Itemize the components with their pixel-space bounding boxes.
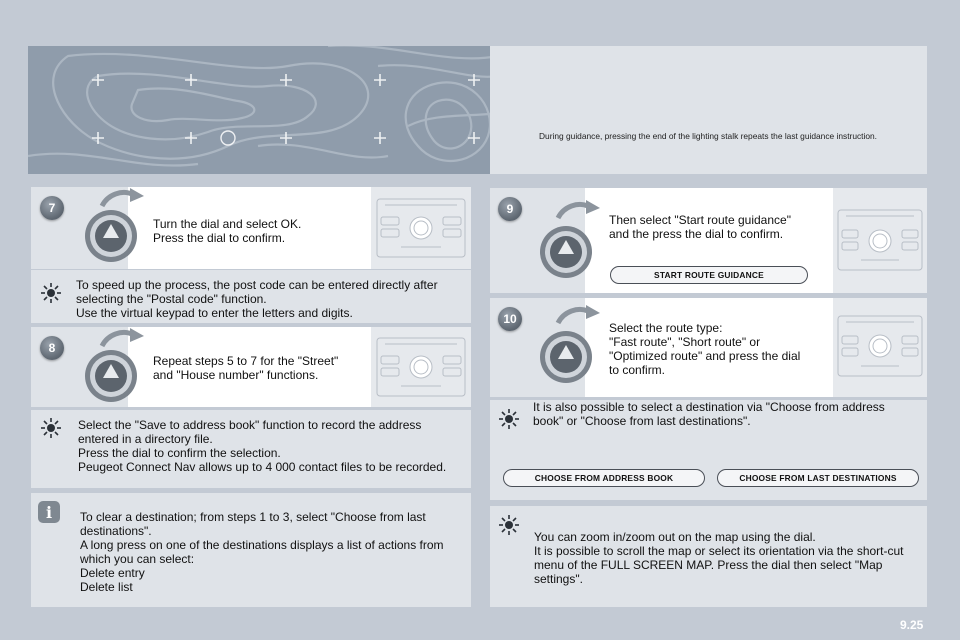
choose-from-last-destinations-button[interactable]: CHOOSE FROM LAST DESTINATIONS: [717, 469, 919, 487]
step-10-text: Select the route type: "Fast route", "Short route" or "Optimized route" and press the dial to confirm.: [609, 321, 801, 377]
control-panel-icon: [833, 298, 927, 397]
info-text: To clear a destination; from steps 1 to 3, select "Choose from last destinations". A long press on one of the destinations displays a list of actions from which you can select: Delete entry Delete list: [80, 510, 444, 594]
dial-icon: [538, 305, 604, 392]
step-9-text: Then select "Start route guidance" and the press the dial to confirm.: [609, 213, 791, 241]
step-10-badge: 10: [498, 307, 522, 331]
tip-zoom-text: You can zoom in/zoom out on the map using the dial. It is possible to scroll the map or select its orientation via the short-cut menu of the FULL SCREEN MAP. Press the dial then select "Map settings".: [534, 530, 904, 586]
step-9-badge: 9: [498, 197, 522, 221]
tip-sun-icon: [41, 418, 61, 443]
tip-sun-icon: [41, 283, 61, 308]
tip-address-book-text: Select the "Save to address book" function to record the address entered in a directory file. Press the dial to confirm the selection. Peugeot Connect Nav allows up to 4 000 contact files to be recorded.: [78, 418, 447, 474]
banner-note-text: During guidance, pressing the end of the lighting stalk repeats the last guidance instruction.: [539, 131, 878, 141]
step-7-badge: 7: [40, 196, 64, 220]
dial-icon: [538, 200, 604, 287]
tip-choose-from-text: It is also possible to select a destination via "Choose from address book" or "Choose from last destinations".: [533, 400, 885, 428]
step-8-thumbnail: [371, 327, 471, 407]
banner-note-panel: [490, 46, 927, 174]
choose-from-address-book-button[interactable]: CHOOSE FROM ADDRESS BOOK: [503, 469, 705, 487]
step-8-text: Repeat steps 5 to 7 for the "Street" and "House number" functions.: [153, 354, 339, 382]
step-7-text: Turn the dial and select OK. Press the dial to confirm.: [153, 217, 302, 245]
tip-postcode-text: To speed up the process, the post code can be entered directly after selecting the "Postal code" function. Use the virtual keypad to enter the letters and digits.: [76, 278, 438, 320]
step-8-badge: 8: [40, 336, 64, 360]
control-panel-icon: [833, 188, 927, 293]
step-10-thumbnail: [833, 298, 927, 397]
step-7-thumbnail: [371, 187, 471, 269]
info-icon: i: [38, 501, 60, 523]
control-panel-icon: [371, 327, 471, 407]
step-9-thumbnail: [833, 188, 927, 293]
dial-icon: [82, 328, 148, 411]
start-route-guidance-button[interactable]: START ROUTE GUIDANCE: [610, 266, 808, 284]
dial-icon: [82, 188, 148, 271]
tip-sun-icon: [499, 515, 519, 540]
control-panel-icon: [371, 187, 471, 269]
page-number: 9.25: [900, 618, 924, 632]
tip-sun-icon: [499, 409, 519, 434]
